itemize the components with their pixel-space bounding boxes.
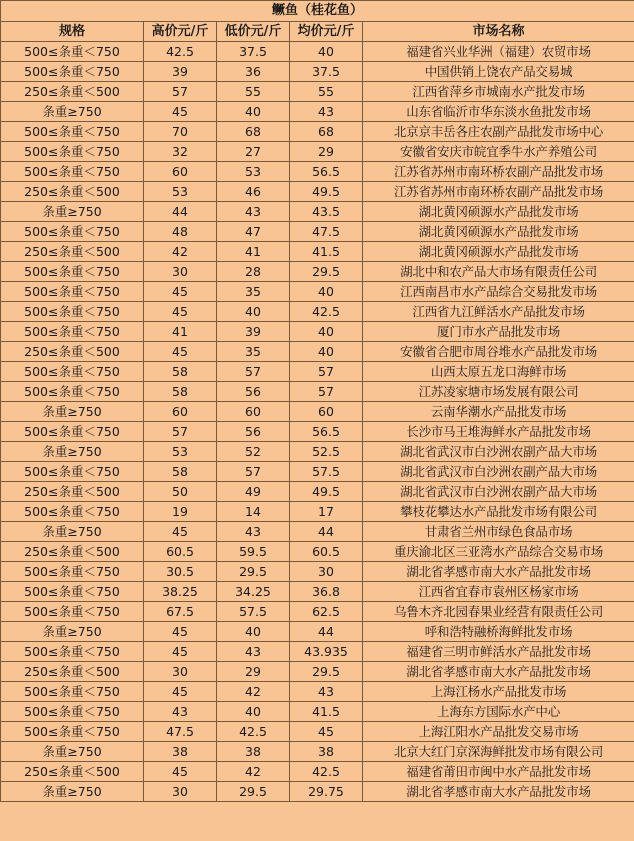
cell-market: 甘肃省兰州市绿色食品市场 (363, 522, 634, 542)
cell-spec: 条重≥750 (1, 782, 144, 802)
cell-spec: 250≤条重＜500 (1, 342, 144, 362)
cell-high-price: 53 (144, 182, 217, 202)
cell-spec: 500≤条重＜750 (1, 422, 144, 442)
cell-market: 安徽省安庆市皖宜季牛水产养殖公司 (363, 142, 634, 162)
table-row (1, 482, 634, 502)
cell-spec: 500≤条重＜750 (1, 162, 144, 182)
cell-low-price: 41 (217, 242, 290, 262)
cell-spec: 500≤条重＜750 (1, 702, 144, 722)
cell-high-price: 45 (144, 762, 217, 782)
table-row (1, 282, 634, 302)
cell-avg-price: 30 (290, 562, 363, 582)
cell-high-price: 58 (144, 462, 217, 482)
cell-low-price: 55 (217, 82, 290, 102)
table-row (1, 462, 634, 482)
cell-high-price: 30.5 (144, 562, 217, 582)
cell-low-price: 53 (217, 162, 290, 182)
cell-spec: 250≤条重＜500 (1, 762, 144, 782)
cell-high-price: 45 (144, 622, 217, 642)
cell-spec: 500≤条重＜750 (1, 722, 144, 742)
cell-high-price: 19 (144, 502, 217, 522)
cell-spec: 条重≥750 (1, 202, 144, 222)
cell-avg-price: 57 (290, 362, 363, 382)
cell-low-price: 68 (217, 122, 290, 142)
cell-market: 江苏凌家塘市场发展有限公司 (363, 382, 634, 402)
cell-spec: 500≤条重＜750 (1, 382, 144, 402)
table-row (1, 742, 634, 762)
table-row (1, 162, 634, 182)
cell-low-price: 27 (217, 142, 290, 162)
cell-low-price: 38 (217, 742, 290, 762)
cell-avg-price: 38 (290, 742, 363, 762)
cell-low-price: 36 (217, 62, 290, 82)
cell-avg-price: 43.5 (290, 202, 363, 222)
cell-low-price: 60 (217, 402, 290, 422)
cell-market: 安徽省合肥市周谷堆水产品批发市场 (363, 342, 634, 362)
cell-market: 江西南昌市水产品综合交易批发市场 (363, 282, 634, 302)
cell-market: 上海江阳水产品批发交易市场 (363, 722, 634, 742)
cell-high-price: 43 (144, 702, 217, 722)
cell-high-price: 45 (144, 102, 217, 122)
cell-low-price: 34.25 (217, 582, 290, 602)
cell-low-price: 28 (217, 262, 290, 282)
cell-avg-price: 52.5 (290, 442, 363, 462)
cell-spec: 500≤条重＜750 (1, 362, 144, 382)
table-row (1, 442, 634, 462)
cell-market: 呼和浩特融桥海鲜批发市场 (363, 622, 634, 642)
cell-avg-price: 37.5 (290, 62, 363, 82)
cell-avg-price: 40 (290, 322, 363, 342)
table-row (1, 222, 634, 242)
cell-high-price: 48 (144, 222, 217, 242)
cell-high-price: 45 (144, 522, 217, 542)
cell-spec: 250≤条重＜500 (1, 82, 144, 102)
cell-avg-price: 41.5 (290, 242, 363, 262)
cell-high-price: 41 (144, 322, 217, 342)
cell-low-price: 47 (217, 222, 290, 242)
cell-low-price: 52 (217, 442, 290, 462)
cell-avg-price: 55 (290, 82, 363, 102)
cell-high-price: 50 (144, 482, 217, 502)
cell-spec: 500≤条重＜750 (1, 122, 144, 142)
cell-high-price: 32 (144, 142, 217, 162)
cell-low-price: 42 (217, 682, 290, 702)
cell-spec: 500≤条重＜750 (1, 642, 144, 662)
cell-high-price: 42.5 (144, 42, 217, 62)
cell-spec: 500≤条重＜750 (1, 302, 144, 322)
table-row (1, 562, 634, 582)
table-row (1, 402, 634, 422)
cell-avg-price: 41.5 (290, 702, 363, 722)
cell-avg-price: 56.5 (290, 422, 363, 442)
header-high-price: 高价元/斤 (144, 22, 217, 42)
cell-high-price: 58 (144, 382, 217, 402)
cell-low-price: 40 (217, 622, 290, 642)
table-row (1, 422, 634, 442)
cell-spec: 500≤条重＜750 (1, 602, 144, 622)
cell-market: 江苏省苏州市南环桥农副产品批发市场 (363, 182, 634, 202)
cell-avg-price: 43 (290, 682, 363, 702)
table-row (1, 302, 634, 322)
table-row (1, 362, 634, 382)
cell-high-price: 57 (144, 422, 217, 442)
table-row (1, 542, 634, 562)
cell-spec: 500≤条重＜750 (1, 42, 144, 62)
cell-avg-price: 60 (290, 402, 363, 422)
cell-high-price: 38 (144, 742, 217, 762)
cell-low-price: 57 (217, 462, 290, 482)
cell-avg-price: 49.5 (290, 482, 363, 502)
cell-market: 江西省宜春市袁州区杨家市场 (363, 582, 634, 602)
cell-spec: 250≤条重＜500 (1, 542, 144, 562)
cell-market: 湖北黄冈硕源水产品批发市场 (363, 242, 634, 262)
cell-high-price: 47.5 (144, 722, 217, 742)
cell-market: 福建省莆田市闽中水产品批发市场 (363, 762, 634, 782)
table-row (1, 122, 634, 142)
table-row (1, 662, 634, 682)
table-row (1, 142, 634, 162)
cell-high-price: 45 (144, 282, 217, 302)
cell-low-price: 43 (217, 202, 290, 222)
table-row (1, 102, 634, 122)
cell-avg-price: 44 (290, 622, 363, 642)
cell-market: 乌鲁木齐北园春果业经营有限责任公司 (363, 602, 634, 622)
cell-avg-price: 44 (290, 522, 363, 542)
cell-low-price: 42 (217, 762, 290, 782)
cell-market: 湖北省孝感市南大水产品批发市场 (363, 662, 634, 682)
cell-low-price: 14 (217, 502, 290, 522)
cell-market: 湖北省孝感市南大水产品批发市场 (363, 562, 634, 582)
table-row (1, 42, 634, 62)
cell-high-price: 39 (144, 62, 217, 82)
cell-market: 厦门市水产品批发市场 (363, 322, 634, 342)
cell-avg-price: 36.8 (290, 582, 363, 602)
cell-low-price: 35 (217, 342, 290, 362)
cell-high-price: 30 (144, 662, 217, 682)
cell-avg-price: 40 (290, 42, 363, 62)
table-row (1, 782, 634, 802)
cell-market: 湖北黄冈硕源水产品批发市场 (363, 202, 634, 222)
cell-avg-price: 29.75 (290, 782, 363, 802)
cell-high-price: 45 (144, 302, 217, 322)
header-market: 市场名称 (363, 22, 634, 42)
cell-spec: 条重≥750 (1, 742, 144, 762)
cell-avg-price: 62.5 (290, 602, 363, 622)
cell-low-price: 49 (217, 482, 290, 502)
cell-spec: 500≤条重＜750 (1, 502, 144, 522)
cell-market: 江西省萍乡市城南水产批发市场 (363, 82, 634, 102)
cell-spec: 250≤条重＜500 (1, 242, 144, 262)
cell-low-price: 57.5 (217, 602, 290, 622)
cell-avg-price: 40 (290, 342, 363, 362)
title-row (1, 1, 634, 22)
cell-market: 湖北中和农产品大市场有限责任公司 (363, 262, 634, 282)
cell-low-price: 42.5 (217, 722, 290, 742)
cell-high-price: 58 (144, 362, 217, 382)
table-row (1, 642, 634, 662)
cell-avg-price: 56.5 (290, 162, 363, 182)
table-row (1, 382, 634, 402)
cell-market: 山东省临沂市华东淡水鱼批发市场 (363, 102, 634, 122)
cell-avg-price: 40 (290, 282, 363, 302)
table-row (1, 242, 634, 262)
cell-low-price: 40 (217, 102, 290, 122)
cell-high-price: 70 (144, 122, 217, 142)
cell-avg-price: 17 (290, 502, 363, 522)
cell-market: 北京京丰岳各庄农副产品批发市场中心 (363, 122, 634, 142)
cell-high-price: 45 (144, 342, 217, 362)
cell-low-price: 57 (217, 362, 290, 382)
cell-avg-price: 47.5 (290, 222, 363, 242)
cell-market: 重庆渝北区三亚湾水产品综合交易市场 (363, 542, 634, 562)
table-row (1, 582, 634, 602)
cell-low-price: 29 (217, 662, 290, 682)
cell-low-price: 29.5 (217, 782, 290, 802)
table-row (1, 702, 634, 722)
cell-high-price: 38.25 (144, 582, 217, 602)
cell-low-price: 59.5 (217, 542, 290, 562)
cell-avg-price: 57 (290, 382, 363, 402)
cell-high-price: 44 (144, 202, 217, 222)
header-avg-price: 均价元/斤 (290, 22, 363, 42)
cell-spec: 250≤条重＜500 (1, 482, 144, 502)
cell-low-price: 43 (217, 642, 290, 662)
cell-spec: 500≤条重＜750 (1, 562, 144, 582)
cell-avg-price: 57.5 (290, 462, 363, 482)
cell-spec: 条重≥750 (1, 102, 144, 122)
cell-avg-price: 68 (290, 122, 363, 142)
cell-low-price: 43 (217, 522, 290, 542)
cell-high-price: 53 (144, 442, 217, 462)
header-spec: 规格 (1, 22, 144, 42)
cell-high-price: 60 (144, 162, 217, 182)
cell-low-price: 39 (217, 322, 290, 342)
cell-avg-price: 42.5 (290, 302, 363, 322)
cell-low-price: 40 (217, 302, 290, 322)
cell-market: 山西太原五龙口海鲜市场 (363, 362, 634, 382)
table-row (1, 522, 634, 542)
cell-avg-price: 43 (290, 102, 363, 122)
cell-low-price: 56 (217, 382, 290, 402)
cell-high-price: 30 (144, 782, 217, 802)
cell-spec: 250≤条重＜500 (1, 662, 144, 682)
cell-avg-price: 60.5 (290, 542, 363, 562)
cell-avg-price: 29.5 (290, 662, 363, 682)
cell-high-price: 57 (144, 82, 217, 102)
cell-spec: 500≤条重＜750 (1, 222, 144, 242)
cell-high-price: 42 (144, 242, 217, 262)
cell-spec: 250≤条重＜500 (1, 182, 144, 202)
cell-market: 云南华潮水产品批发市场 (363, 402, 634, 422)
table-row (1, 262, 634, 282)
cell-avg-price: 29.5 (290, 262, 363, 282)
cell-spec: 条重≥750 (1, 522, 144, 542)
cell-market: 湖北省孝感市南大水产品批发市场 (363, 782, 634, 802)
cell-market: 湖北省武汉市白沙洲农副产品大市场 (363, 462, 634, 482)
header-row (1, 22, 634, 42)
cell-high-price: 45 (144, 642, 217, 662)
cell-low-price: 35 (217, 282, 290, 302)
table-row (1, 182, 634, 202)
cell-market: 江西省九江鲜活水产品批发市场 (363, 302, 634, 322)
cell-market: 江苏省苏州市南环桥农副产品批发市场 (363, 162, 634, 182)
cell-high-price: 45 (144, 682, 217, 702)
cell-low-price: 46 (217, 182, 290, 202)
table-row (1, 722, 634, 742)
cell-low-price: 37.5 (217, 42, 290, 62)
header-low-price: 低价元/斤 (217, 22, 290, 42)
table-row (1, 82, 634, 102)
cell-spec: 500≤条重＜750 (1, 142, 144, 162)
cell-spec: 条重≥750 (1, 622, 144, 642)
cell-market: 湖北省武汉市白沙洲农副产品大市场 (363, 442, 634, 462)
cell-spec: 500≤条重＜750 (1, 582, 144, 602)
table-row (1, 342, 634, 362)
table-row (1, 62, 634, 82)
cell-market: 攀枝花攀达水产品批发市场有限公司 (363, 502, 634, 522)
cell-high-price: 30 (144, 262, 217, 282)
cell-high-price: 60 (144, 402, 217, 422)
cell-market: 湖北黄冈硕源水产品批发市场 (363, 222, 634, 242)
cell-avg-price: 43.935 (290, 642, 363, 662)
sheet-title: 鳜鱼（桂花鱼） (1, 1, 634, 22)
cell-market: 湖北省武汉市白沙洲农副产品大市场 (363, 482, 634, 502)
cell-market: 北京大红门京深海鲜批发市场有限公司 (363, 742, 634, 762)
cell-market: 福建省三明市鲜活水产品批发市场 (363, 642, 634, 662)
cell-market: 中国供销上饶农产品交易城 (363, 62, 634, 82)
cell-market: 长沙市马王堆海鲜水产品批发市场 (363, 422, 634, 442)
table-row (1, 502, 634, 522)
cell-avg-price: 49.5 (290, 182, 363, 202)
cell-low-price: 29.5 (217, 562, 290, 582)
cell-high-price: 67.5 (144, 602, 217, 622)
cell-spec: 500≤条重＜750 (1, 262, 144, 282)
cell-avg-price: 42.5 (290, 762, 363, 782)
table-row (1, 602, 634, 622)
cell-spec: 500≤条重＜750 (1, 62, 144, 82)
table-row (1, 622, 634, 642)
table-row (1, 202, 634, 222)
cell-low-price: 40 (217, 702, 290, 722)
cell-spec: 500≤条重＜750 (1, 462, 144, 482)
cell-spec: 500≤条重＜750 (1, 682, 144, 702)
table-row (1, 322, 634, 342)
cell-avg-price: 45 (290, 722, 363, 742)
cell-spec: 500≤条重＜750 (1, 282, 144, 302)
table-row (1, 682, 634, 702)
cell-low-price: 56 (217, 422, 290, 442)
cell-market: 福建省兴业华洲（福建）农贸市场 (363, 42, 634, 62)
cell-spec: 500≤条重＜750 (1, 322, 144, 342)
cell-spec: 条重≥750 (1, 442, 144, 462)
table-row (1, 762, 634, 782)
cell-spec: 条重≥750 (1, 402, 144, 422)
cell-avg-price: 29 (290, 142, 363, 162)
cell-market: 上海江杨水产品批发市场 (363, 682, 634, 702)
cell-market: 上海东方国际水产中心 (363, 702, 634, 722)
cell-high-price: 60.5 (144, 542, 217, 562)
